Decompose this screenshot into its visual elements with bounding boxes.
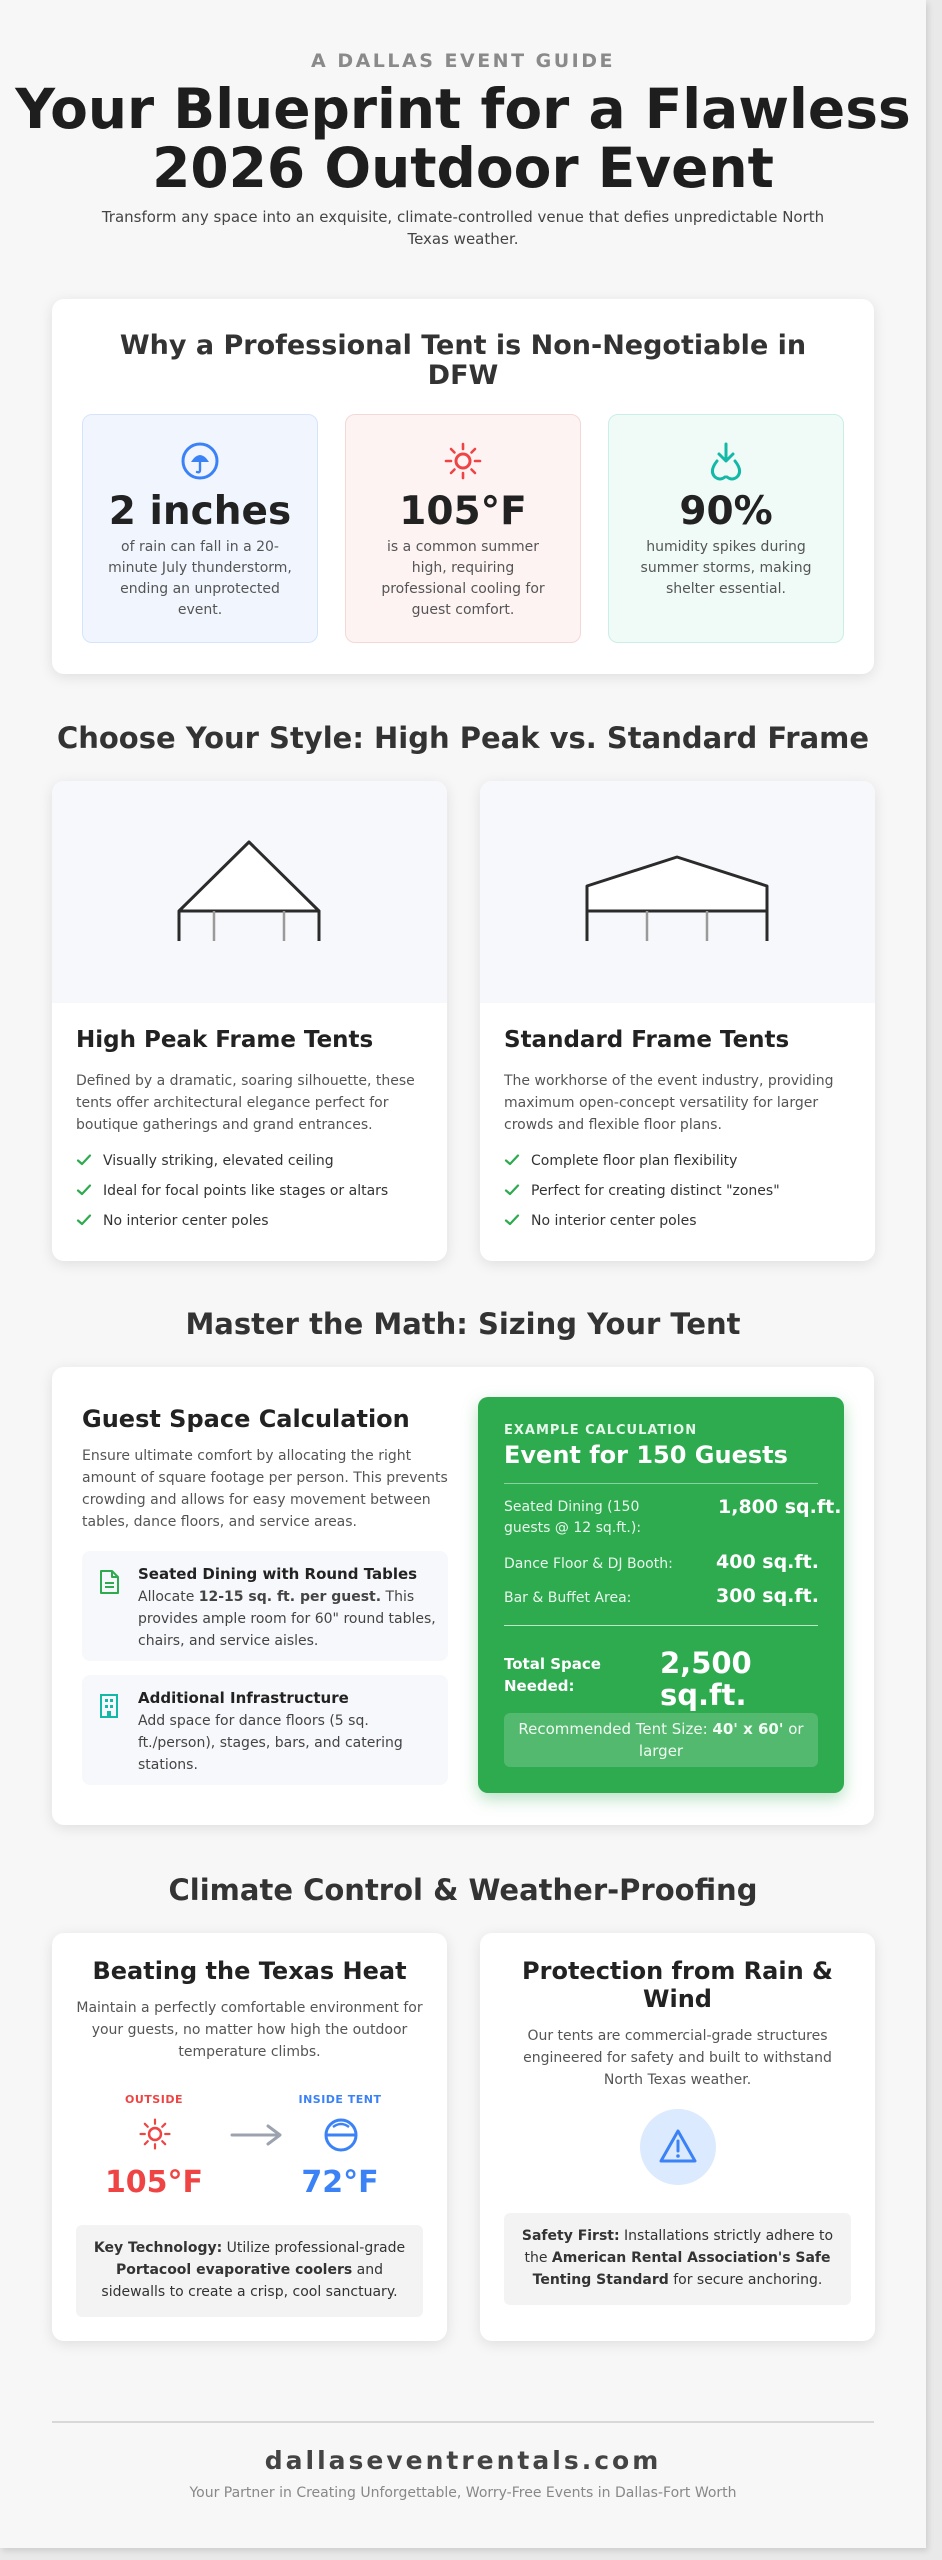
why-title: Why a Professional Tent is Non-Negotiable in DFW: [119, 330, 807, 391]
math-card: [52, 1367, 874, 1825]
check-icon: [504, 1212, 520, 1228]
footer-tagline: Your Partner in Creating Unforgettable, Worry-Free Events in Dallas-Fort Worth: [189, 2485, 737, 2501]
rain-card: [480, 1933, 875, 2341]
example-eyebrow: EXAMPLE CALCULATION: [504, 1423, 698, 1438]
feature-text: Perfect for creating distinct "zones": [531, 1183, 780, 1199]
sun-icon: [138, 2117, 172, 2155]
style-desc: The workhorse of the event industry, providing maximum open-concept versatility for larger crowds and flexible floor plans.: [504, 1073, 834, 1133]
check-icon: [76, 1152, 92, 1168]
feature-item: [504, 1211, 865, 1233]
stat-rain: [82, 414, 318, 643]
note-bold: Safety First:: [521, 2228, 620, 2244]
rec-pre: Recommended Tent Size:: [518, 1720, 713, 1738]
calc-title: Guest Space Calculation: [82, 1405, 410, 1433]
note-bold: American Rental Association's Safe Tenting Standard: [532, 2250, 831, 2288]
info-text-post: This provides ample room for 60" round tables, chairs, and service aisles.: [138, 1589, 436, 1649]
heat-title: Beating the Texas Heat: [92, 1957, 407, 1985]
stat-desc: of rain can fall in a 20-minute July thunderstorm, ending an unprotected event.: [108, 539, 292, 618]
rain-title: Protection from Rain & Wind: [522, 1957, 833, 2013]
info-text-bold: 12-15 sq. ft. per guest.: [198, 1589, 382, 1605]
humidity-icon: [609, 441, 843, 481]
note-bold: Key Technology:: [93, 2240, 223, 2256]
footer-domain[interactable]: dallaseventrentals.com: [264, 2446, 662, 2475]
feature-item: [504, 1151, 865, 1173]
rec-bold: 40' x 60': [712, 1720, 784, 1738]
rain-desc: Our tents are commercial-grade structures engineered for safety and built to withstand North Texas weather.: [523, 2028, 832, 2088]
heat-card: [52, 1933, 447, 2341]
heat-note: [76, 2225, 423, 2317]
stat-heat: [345, 414, 581, 643]
info-text: [138, 1586, 436, 1652]
cooling-icon: [323, 2117, 359, 2157]
styles-section-title: Choose Your Style: High Peak vs. Standard Frame: [56, 721, 870, 755]
page-title: [0, 77, 926, 200]
outside-temp: 105°F: [104, 2165, 204, 2200]
feature-text: No interior center poles: [103, 1213, 269, 1229]
feature-item: [76, 1211, 437, 1233]
recommended-size: [504, 1713, 818, 1767]
example-calculation-panel: [478, 1397, 844, 1793]
info-infrastructure: [82, 1675, 448, 1785]
stat-desc: humidity spikes during summer storms, making shelter essential.: [640, 539, 812, 597]
why-card: [52, 299, 874, 674]
inside-temp: 72°F: [301, 2165, 379, 2200]
inside-label: INSIDE TENT: [298, 2093, 382, 2106]
check-icon: [76, 1212, 92, 1228]
rec-post: or larger: [638, 1720, 804, 1760]
feature-text: Visually striking, elevated ceiling: [103, 1153, 334, 1169]
title-line-1: Your Blueprint for a Flawless: [15, 77, 911, 141]
eyebrow: A DALLAS EVENT GUIDE: [311, 50, 615, 72]
high-peak-tent-illustration: [52, 781, 447, 1003]
note-text: Installations strictly adhere to the: [524, 2228, 834, 2266]
style-name: High Peak Frame Tents: [76, 1027, 374, 1053]
divider: [504, 1483, 818, 1484]
standard-frame-tent-illustration: [480, 781, 875, 1003]
note-text: and sidewalls to create a crisp, cool sanctuary.: [101, 2262, 398, 2300]
warning-icon: [640, 2109, 716, 2185]
row-value: 1,800 sq.ft.: [718, 1496, 842, 1518]
safety-note: [504, 2213, 851, 2305]
stat-value: 2 inches: [108, 489, 292, 534]
style-desc: Defined by a dramatic, soaring silhouette, these tents offer architectural elegance perfect for boutique gatherings and grand entrances.: [76, 1073, 415, 1133]
row-label: Seated Dining (150 guests @ 12 sq.ft.):: [504, 1499, 642, 1536]
stat-value: 105°F: [399, 489, 527, 534]
standard-frame-card: [480, 781, 875, 1261]
stat-humidity: [608, 414, 844, 643]
footer-divider: [52, 2421, 874, 2423]
row-value: 300 sq.ft.: [716, 1585, 819, 1607]
title-line-2: 2026 Outdoor Event: [152, 136, 774, 200]
math-section-title: Master the Math: Sizing Your Tent: [185, 1307, 741, 1341]
umbrella-icon: [83, 441, 317, 481]
sun-icon: [346, 441, 580, 481]
stat-value: 90%: [679, 489, 773, 534]
example-title: Event for 150 Guests: [504, 1441, 788, 1469]
info-title: Seated Dining with Round Tables: [138, 1565, 418, 1583]
feature-text: Ideal for focal points like stages or altars: [103, 1183, 389, 1199]
row-label: Dance Floor & DJ Booth:: [504, 1556, 673, 1572]
style-name: Standard Frame Tents: [504, 1027, 790, 1053]
feature-item: [76, 1151, 437, 1173]
feature-item: [76, 1181, 437, 1203]
row-label: Bar & Buffet Area:: [504, 1590, 632, 1606]
info-text: Add space for dance floors (5 sq. ft./person), stages, bars, and catering stations.: [138, 1713, 403, 1773]
row-value: 400 sq.ft.: [716, 1551, 819, 1573]
note-text: Utilize professional-grade: [222, 2240, 406, 2256]
info-title: Additional Infrastructure: [138, 1689, 349, 1707]
stat-desc: is a common summer high, requiring professional cooling for guest comfort.: [381, 539, 545, 618]
subtitle: Transform any space into an exquisite, climate-controlled venue that defies unpredictable North Texas weather.: [101, 208, 825, 248]
climate-section-title: Climate Control & Weather-Proofing: [168, 1873, 758, 1907]
feature-text: No interior center poles: [531, 1213, 697, 1229]
note-bold: Portacool evaporative coolers: [115, 2262, 353, 2278]
check-icon: [76, 1182, 92, 1198]
feature-item: [504, 1181, 865, 1203]
arrow-right-icon: [230, 2123, 284, 2151]
info-text-pre: Allocate: [138, 1589, 199, 1605]
check-icon: [504, 1182, 520, 1198]
note-text: for secure anchoring.: [668, 2272, 823, 2288]
info-seated-dining: [82, 1551, 448, 1661]
heat-desc: Maintain a perfectly comfortable environment for your guests, no matter how high the outdoor temperature climbs.: [76, 2000, 423, 2060]
feature-text: Complete floor plan flexibility: [531, 1153, 738, 1169]
building-icon: [98, 1693, 120, 1719]
high-peak-card: [52, 781, 447, 1261]
total-value: 2,500 sq.ft.: [660, 1646, 752, 1712]
calc-desc: Ensure ultimate comfort by allocating the right amount of square footage per person. This prevents crowding and allows for easy movement between tables, dance floors, and service areas.: [82, 1448, 448, 1530]
total-label: Total Space Needed:: [504, 1655, 601, 1695]
document-icon: [98, 1569, 120, 1595]
outside-label: OUTSIDE: [125, 2093, 183, 2106]
divider: [504, 1625, 818, 1626]
check-icon: [504, 1152, 520, 1168]
